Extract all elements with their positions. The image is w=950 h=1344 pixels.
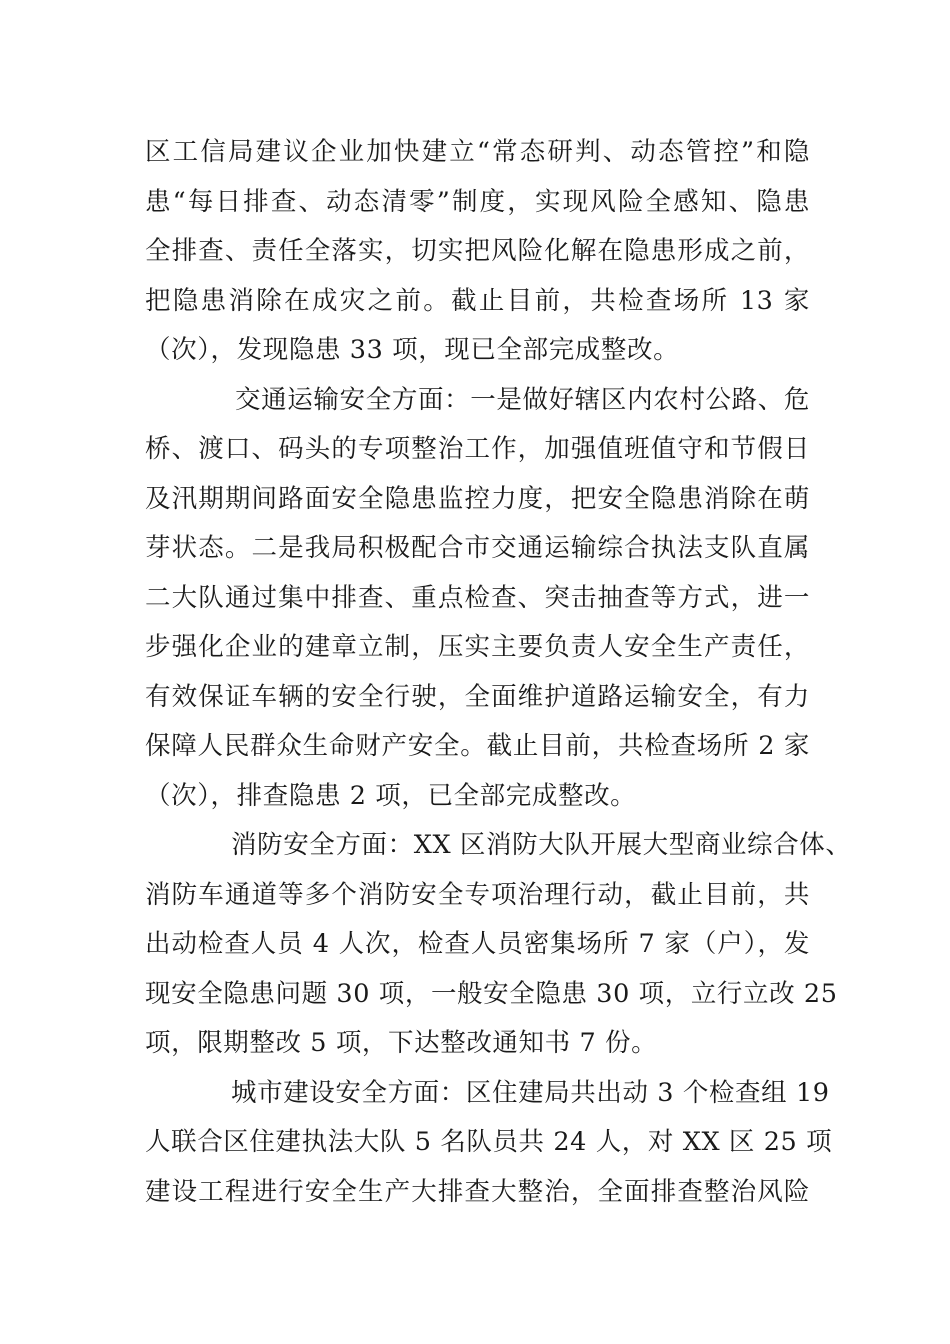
text-line: 城市建设安全方面：区住建局共出动 3 个检查组 19 — [231, 1077, 830, 1108]
text-line: 现安全隐患问题 30 项，一般安全隐患 30 项，立行立改 25 — [145, 978, 838, 1009]
text-line: 交通运输安全方面：一是做好辖区内农村公路、危 — [235, 384, 810, 415]
text-line: 建设工程进行安全生产大排查大整治，全面排查整治风险 — [145, 1176, 810, 1207]
text-line: 区工信局建议企业加快建立“常态研判、动态管控”和隐 — [145, 137, 810, 167]
text-line: 全排查、责任全落实，切实把风险化解在隐患形成之前， — [145, 236, 810, 266]
text-line: 步强化企业的建章立制，压实主要负责人安全生产责任， — [145, 632, 810, 662]
text-line: 人联合区住建执法大队 5 名队员共 24 人，对 XX 区 25 项 — [145, 1127, 833, 1157]
text-line: 项，限期整改 5 项，下达整改通知书 7 份。 — [145, 1028, 658, 1058]
text-line: （次），发现隐患 33 项，现已全部完成整改。 — [145, 335, 680, 365]
text-line: 桥、渡口、码头的专项整治工作，加强值班值守和节假日 — [145, 434, 810, 464]
text-line: 保障人民群众生命财产安全。截止目前，共检查场所 2 家 — [145, 731, 810, 761]
text-line: （次），排查隐患 2 项，已全部完成整改。 — [145, 780, 637, 811]
text-line: 消防安全方面：XX 区消防大队开展大型商业综合体、 — [231, 830, 852, 860]
paragraph-fire — [145, 821, 852, 1069]
text-line: 及汛期期间路面安全隐患监控力度，把安全隐患消除在萌 — [145, 483, 810, 514]
text-line: 出动检查人员 4 人次，检查人员密集场所 7 家（户），发 — [145, 929, 810, 959]
paragraph-transport — [145, 376, 810, 822]
document-body — [145, 128, 852, 1217]
text-line: 有效保证车辆的安全行驶，全面维护道路运输安全，有力 — [145, 681, 810, 712]
text-line: 二大队通过集中排查、重点检查、突击抽查等方式，进一 — [145, 582, 810, 613]
text-line: 消防车通道等多个消防安全专项治理行动，截止目前，共 — [145, 879, 810, 910]
paragraph-construction — [145, 1069, 833, 1218]
text-line: 把隐患消除在成灾之前。截止目前，共检查场所 13 家 — [145, 285, 810, 316]
text-line: 芽状态。二是我局积极配合市交通运输综合执法支队直属 — [145, 533, 810, 563]
paragraph-industry — [145, 128, 810, 376]
text-line: 患“每日排查、动态清零”制度，实现风险全感知、隐患 — [145, 186, 810, 217]
